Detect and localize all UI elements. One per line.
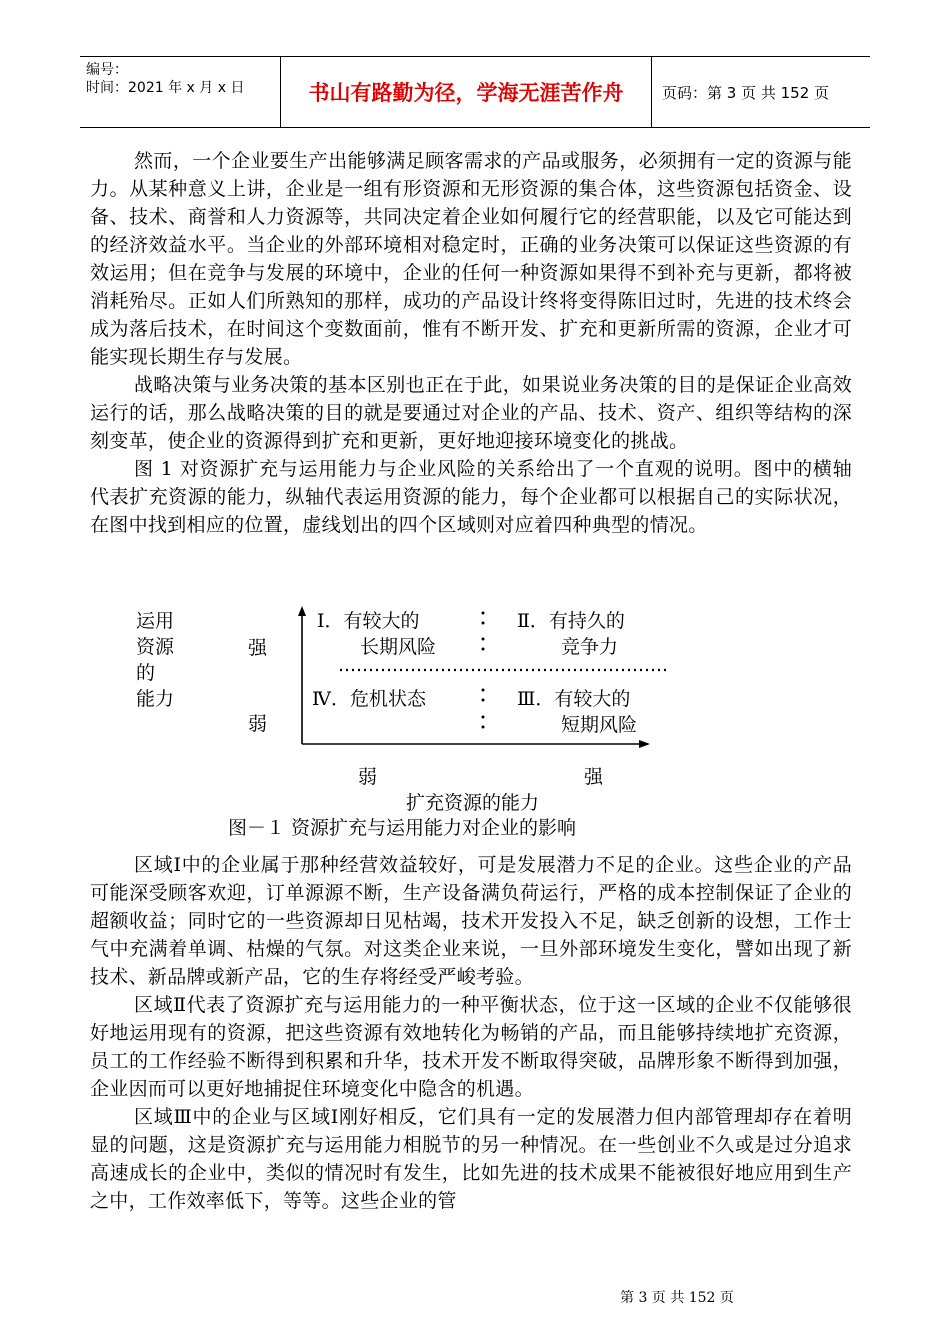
quadrant-2-label-2: 竞争力	[561, 636, 619, 658]
x-strong-label: 强	[584, 766, 604, 788]
y-axis-label-4: 能力	[136, 688, 175, 710]
y-weak-label: 弱	[248, 713, 268, 735]
quadrant-1-label: Ⅰ．有较大的	[317, 610, 420, 632]
paragraph: 区域Ⅱ代表了资源扩充与运用能力的一种平衡状态，位于这一区域的企业不仅能够很好地运用现有的资源，把这些资源有效地转化为畅销的产品，而且能够持续地扩充资源，员工的工作经验不断得到积累和升华，技术开发不断取得突破，品牌形象不断得到加强，企业因而可以更好地捕捉住环境变化中隐含的机遇。	[90, 994, 852, 1100]
axes-svg	[90, 604, 852, 764]
page-header	[80, 56, 870, 128]
body-top	[90, 147, 852, 539]
paragraph: 区域Ⅲ中的企业与区域Ⅰ刚好相反，它们具有一定的发展潜力但内部管理却存在着明显的问题，这是资源扩充与运用能力相脱节的另一种情况。在一些创业不久或是过分追求高速成长的企业中，类似的情况时有发生，比如先进的技术成果不能被很好地应用到生产之中，工作效率低下，等等。这些企业的管	[90, 1106, 852, 1212]
paragraph: 区域Ⅰ中的企业属于那种经营效益较好，可是发展潜力不足的企业。这些企业的产品可能深受顾客欢迎，订单源源不断，生产设备满负荷运行，严格的成本控制保证了企业的超额收益；同时它的一些资源却日见枯竭，技术开发投入不足，缺乏创新的设想，工作士气中充满着单调、枯燥的气氛。对这类企业来说，一旦外部环境发生变化，譬如出现了新技术、新品牌或新产品，它的生存将经受严峻考验。	[90, 854, 852, 988]
x-axis-arrow	[639, 740, 650, 748]
paragraph: 战略决策与业务决策的基本区别也正在于此，如果说业务决策的目的是保证企业高效运行的话，那么战略决策的目的就是要通过对企业的产品、技术、资产、组织等结构的深刻变革，使企业的资源得到扩充和更新，更好地迎接环境变化的挑战。	[90, 374, 852, 452]
quadrant-2-label: Ⅱ．有持久的	[517, 610, 625, 632]
figure-caption: 图－１ 资源扩充与运用能力对企业的影响	[228, 817, 577, 839]
paragraph: 然而，一个企业要生产出能够满足顾客需求的产品或服务，必须拥有一定的资源与能力。从某种意义上讲，企业是一组有形资源和无形资源的集合体，这些资源包括资金、设备、技术、商誉和人力资源等，共同决定着企业如何履行它的经营职能，以及它可能达到的经济效益水平。当企业的外部环境相对稳定时，正确的业务决策可以保证这些资源的有效运用；但在竞争与发展的环境中，企业的任何一种资源如果得不到补充与更新，都将被消耗殆尽。正如人们所熟知的那样，成功的产品设计终将变得陈旧过时，先进的技术终会成为落后技术，在时间这个变数面前，惟有不断开发、扩充和更新所需的资源，企业才可能实现长期生存与发展。	[90, 150, 852, 368]
y-strong-label: 强	[248, 637, 268, 659]
page-footer: 第 3 页 共 152 页	[620, 1290, 734, 1306]
figure-1	[90, 604, 852, 849]
x-axis-label: 扩充资源的能力	[406, 792, 540, 814]
number-label: 编号：	[86, 62, 128, 78]
quadrant-3-label: Ⅲ．有较大的	[517, 688, 631, 710]
paragraph: 图 1 对资源扩充与运用能力与企业风险的关系给出了一个直观的说明。图中的横轴代表扩充资源的能力，纵轴代表运用资源的能力，每个企业都可以根据自己的实际状况，在图中找到相应的位置，虚线划出的四个区域则对应着四种典型的情况。	[90, 458, 852, 536]
header-motto: 书山有路勤为径，学海无涯苦作舟	[280, 57, 652, 127]
header-page-info: 页码：第 3 页 共 152 页	[662, 83, 830, 102]
x-weak-label: 弱	[358, 766, 378, 788]
header-meta	[86, 61, 244, 97]
quadrant-3-label-2: 短期风险	[561, 714, 638, 736]
y-axis-label-3: 的	[136, 662, 156, 684]
y-axis-label-2: 资源	[136, 636, 175, 658]
quadrant-4-label: Ⅳ．危机状态	[312, 688, 426, 710]
body-bottom	[90, 851, 852, 1215]
y-axis-arrow	[298, 606, 306, 616]
y-axis-label-1: 运用	[136, 610, 175, 632]
time-label: 时间：2021 年 x 月 x 日	[86, 80, 245, 96]
quadrant-1-label-2: 长期风险	[360, 636, 437, 658]
